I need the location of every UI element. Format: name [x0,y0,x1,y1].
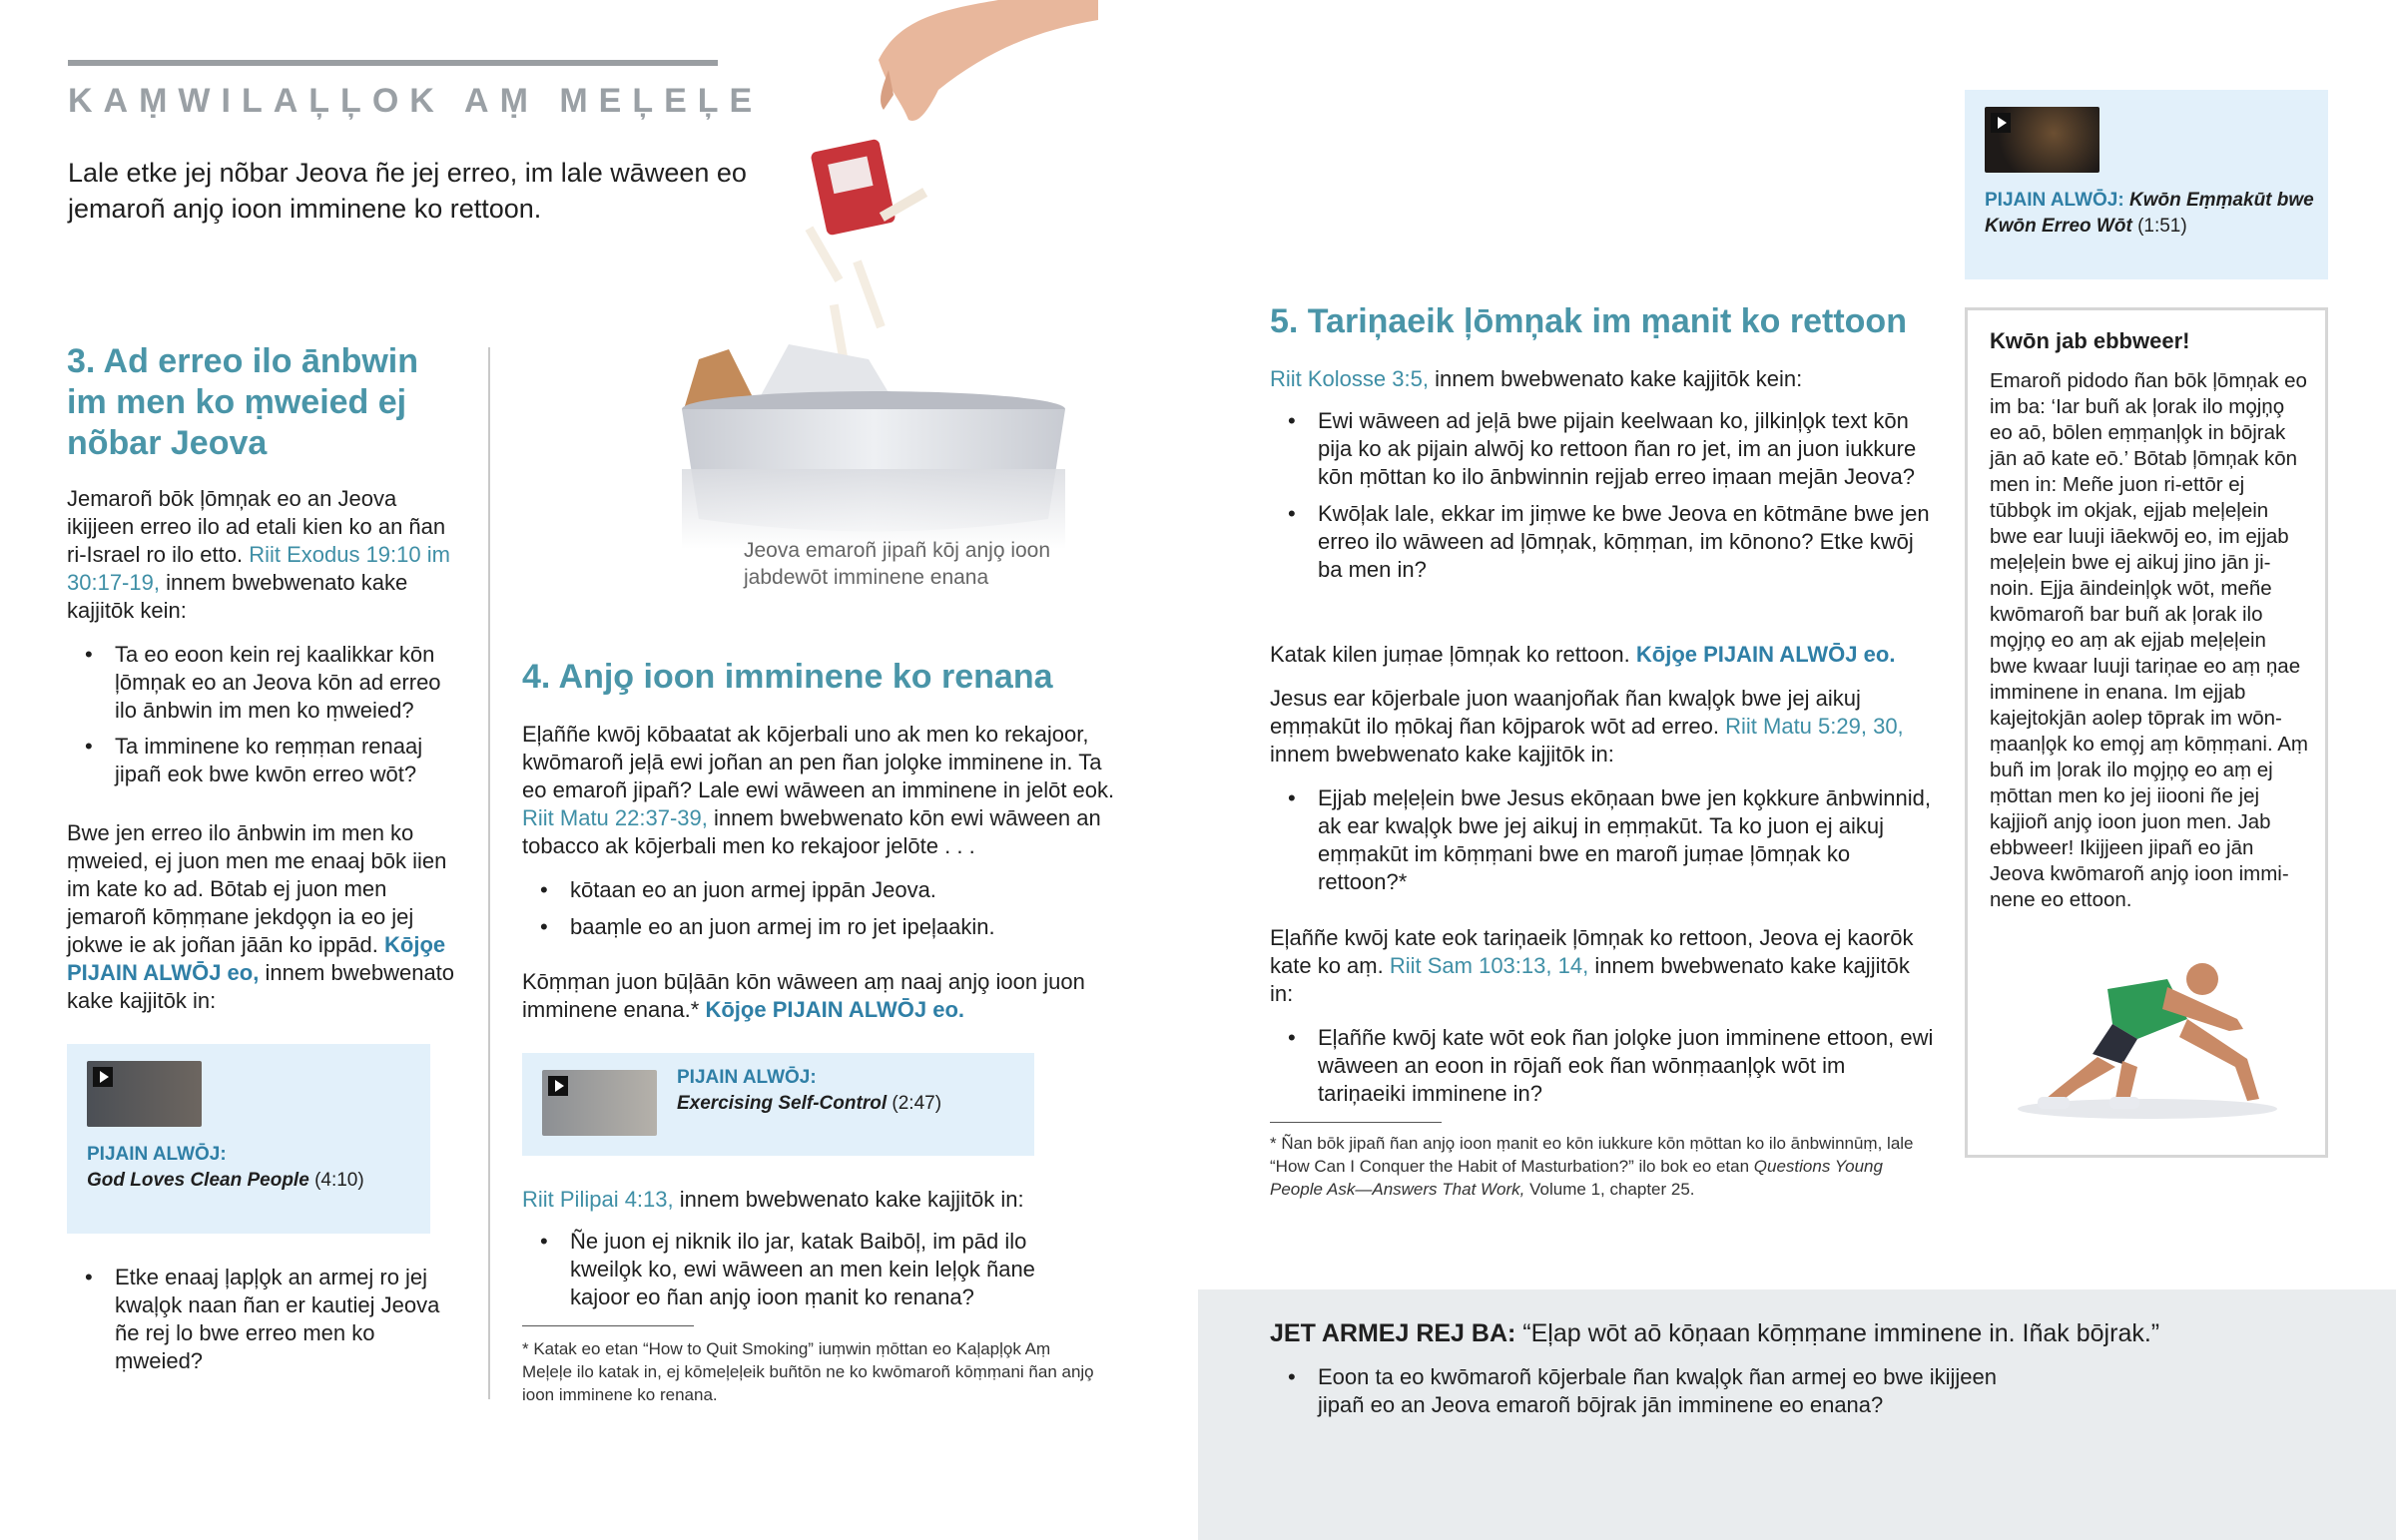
section-4-para2: Kōṃṃan juon būļāān kōn wāween aṃ naaj anjo̧ ioon juon imminene enana.* Kōjo̧e PIJAIN ALWŌJ eo. [522,969,1085,1022]
section-5-para2: Jesus ear kōjerbale juon waanjoñak ñan kwaļo̧k bwe jej aikuj eṃṃakūt ilo ṃōkaj ñan kōjparok wōt ad erreo. Riit Matu 5:29, 30, innem bwebwenato kake kajjitōk in: [1270,686,1904,767]
psalm-link[interactable]: Riit Sam 103:13, 14, [1389,953,1589,978]
image-caption: Jeova emaroñ jipañ kōj anjo̧ ioon jabdewōt imminene enana [744,539,1051,589]
play-icon[interactable] [93,1067,113,1087]
video-thumbnail[interactable] [87,1061,202,1127]
video-card-self-control[interactable] [522,1053,1034,1156]
video-card-clean-people[interactable] [67,1044,430,1234]
section-5-para3: Eļaññe kwōj kate eok tariņaeik ļōmņak ko rettoon, Jeova ej kaorōk kate ko aṃ. Riit Sam 103:13, 14, innem bwebwenato kake kajjitōk in: [1270,925,1914,1006]
review-bullets [1270,1363,2029,1419]
section-5-para1: Katak kilen juṃae ļōmņak ko rettoon. Kōjo̧e PIJAIN ALWŌJ eo. [1270,642,1896,667]
page-intro: Lale etke jej nõbar Jeova ñe jej erreo, im lale wāween eo jemaroñ anjo̧ ioon imminene ko rettoon. [68,158,747,224]
section-5-heading: 5. Tariņaeik ļōmņak im ṃanit ko rettoon [1270,302,1907,340]
header-rule [68,60,718,66]
colossians-link[interactable]: Riit Kolosse 3:5, [1270,366,1429,391]
matthew-22-link[interactable]: Riit Matu 22:37-39, [522,805,708,830]
section-4-heading: 4. Anjo̧ ioon imminene ko renana [522,658,1053,696]
list-item: • Ejjab meļeļein bwe Jesus ekōņaan bwe jen ko̧kkure ānbwinnid, ak ear kwaļo̧k bwe jej aikuj in eṃṃakūt. Ta ko juon ej aikuj eṃṃakūt im kōṃṃani bwe en maroñ juṃae ļōmņak ko rettoon?* [1270,784,1934,896]
trash-can-illustration [639,0,1098,549]
section-4-bullet-after [522,1228,1076,1311]
video-title: God Loves Clean People [87,1170,309,1191]
list-item: • Ñe juon ej niknik ilo jar, katak Baibōļ, im pād ilo kweilo̧k ko, ewi wāween an men kein leļo̧k ñane kajoor eo ñan anjo̧ ioon ṃanit ko renana? [522,1228,1076,1311]
exodus-link[interactable]: Riit Exodus 19:10 im 30:17-19, [67,542,450,595]
play-icon[interactable] [1991,113,2011,133]
section-3-heading: 3. Ad erreo ilo ānbwin im men ko ṃweied ej nõbar Jeova [67,342,419,462]
review-band [1198,1289,2396,1540]
play-video-link[interactable]: Kōjo̧e PIJAIN ALWŌJ eo, [67,932,446,985]
section-5-bullet-after [1270,1024,1934,1108]
video-title: Exercising Self-Control [677,1093,888,1114]
list-item: • baaṃle eo an juon armej im ro jet ipeļaakin. [522,913,1116,941]
list-item: • kōtaan eo an juon armej ippān Jeova. [522,876,1116,904]
video-card-stay-clean[interactable] [1965,90,2328,279]
page-title: KAṂWILAĻĻOK AṂ MEĻEĻE [68,82,764,120]
list-item: • Ta eo eoon kein rej kaalikkar kōn ļōmņak eo an Jeova kōn ad erreo ilo ānbwin im men ko ṃweied? [67,641,466,725]
video-thumbnail[interactable] [1985,107,2099,173]
section-3-bullets [67,641,466,788]
footnote-rule [1270,1122,1442,1123]
section-4-para1: Eļaññe kwōj kōbaatat ak kōjerbali uno ak men ko rekajoor, kwōmaroñ jeļā ewi joñan an pen ñan jolo̧ke imminene in. Ta eo emaroñ jipañ? Lale ewi wāween an imminene in jelōt eok. Riit Matu 22:37-39, innem bwebwenato kōn ewi wāween an tobacco ak kōjerbali men ko rekajoor jelōte . . . [522,722,1115,858]
column-divider [488,347,490,1399]
section-5-read: Riit Kolosse 3:5, innem bwebwenato kake kajjitōk kein: [1270,366,1803,391]
play-icon[interactable] [548,1076,568,1096]
review-label: JET ARMEJ REJ BA: [1270,1319,1516,1347]
play-video-link-3[interactable]: Kōjo̧e PIJAIN ALWŌJ eo. [1635,642,1896,667]
section-3-para1: Jemaroñ bōk ļōmņak eo an Jeova ikijjeen erreo ilo ad etali kien ko an ñan ri-Israel ro ilo etto. Riit Exodus 19:10 im 30:17-19, innem bwebwenato kake kajjitōk kein: [67,486,450,623]
list-item: • Etke enaaj ļapļo̧k an armej ro jej kwaļo̧k naan ñan er kautiej Jeova ñe rej lo bwe erreo men ko ṃweied? [67,1264,466,1375]
video-thumbnail[interactable] [542,1070,657,1136]
video-label: PIJAIN ALWŌJ: Kwōn Eṃṃakūt bwe Kwōn Erreo Wōt (1:51) [1985,190,2314,237]
section-3-bullet-after [67,1264,466,1375]
video-label: PIJAIN ALWŌJ: God Loves Clean People (4:10) [87,1144,364,1191]
section-4-read: Riit Pilipai 4:13, innem bwebwenato kake kajjitōk in: [522,1187,1024,1212]
runner-illustration [1998,949,2297,1129]
list-item: • Kwōļak lale, ekkar im jiṃwe ke bwe Jeova en kōtmāne bwe jen erreo ilo wāween ad ļōmņak, kōṃṃan, im kōnono? Etke kwōj ba men in? [1270,500,1934,584]
matthew-5-link[interactable]: Riit Matu 5:29, 30, [1725,714,1904,739]
encouragement-text: Emaroñ pidodo ñan bōk ļōmņak eo im ba: ‘Iar buñ ak ļorak ilo mo̧jņo̧ eo aō, bōlen eṃṃanļo̧k in bōjrak jān aō kate eō.’ Bōtab ļōmņak kōn men in: Meñe juon ri-ettōr ej tūbbo̧k im okjak, ejjab meļeļein bwe ear luuji iāekwōj eo, im ejjab meļeļein bwe ej aikuj jino jān ji-noin. Ejja āindeinļo̧k wōt, meñe kwōmaroñ bar buñ ak ļorak ilo mo̧jņo̧ eo aṃ ak ejjab meļeļein bwe kwaar luuji tariņae eo aṃ ņae imminene in enana. Im ejjab kajejtokjān aolep tōprak im wōn-ṃaanļo̧k ko emo̧j aṃ kōṃṃani. Aṃ buñ im ļorak ilo mo̧jņo̧ eo aṃ ej ṃōttan men ko jej iiooni ñe jej kajjioñ anjo̧ ioon juon men. Jab ebbweer! Ikijjeen jipañ eo jān Jeova kwōmaroñ anjo̧ ioon immi-nene eo ettoon. [1990,369,2309,911]
philippians-link[interactable]: Riit Pilipai 4:13, [522,1187,674,1212]
section-5-bullet-mid [1270,784,1934,896]
video-title: Kwōn Eṃṃakūt bwe Kwōn Erreo Wōt [1985,190,2314,237]
section-5-footnote: * Ñan bōk jipañ ñan anjo̧ ioon ṃanit eo kōn iukkure kōn ṃōttan ko ilo ānbwinnūṃ, lale “How Can I Conquer the Habit of Masturbation?” ilo bok eo etan Questions Young People Ask—Answers That Work, Volume 1, chapter 25. [1270,1134,1914,1199]
footnote-rule [522,1325,694,1326]
encouragement-title: Kwōn jab ebbweer! [1990,328,2190,353]
list-item: • Ewi wāween ad jeļā bwe pijain keelwaan ko, jilkinļo̧k text kōn pija ko ak pijain alwōj ko rettoon ñan ro jet, im an juon iukkure kōn ṃōttan ko ilo ānbwinnin rejjab erreo iṃaan mejān Jeova? [1270,407,1934,491]
section-5-bullets [1270,407,1934,584]
list-item: • Ta imminene ko reṃṃan renaaj jipañ eok bwe kwōn erreo wōt? [67,733,466,788]
play-video-link-2[interactable]: Kōjo̧e PIJAIN ALWŌJ eo. [705,997,965,1022]
review-quote: JET ARMEJ REJ BA: “Eļap wōt aō kōņaan kōṃṃane imminene in. Iñak bōjrak.” [1270,1319,2160,1347]
list-item: • Eoon ta eo kwōmaroñ kōjerbale ñan kwaļo̧k ñan armej eo bwe ikijjeen jipañ eo an Jeova emaroñ bōjrak jān imminene eo enana? [1270,1363,2029,1419]
video-label: PIJAIN ALWŌJ: Exercising Self-Control (2:47) [677,1067,942,1114]
section-4-footnote: * Katak eo etan “How to Quit Smoking” iuṃwin ṃōttan eo Kaļapļo̧k Aṃ Meļeļe ilo katak in, ej kōmeļeļeik buñtōn ne ko kwōmaroñ kōṃṃani ñan anjo̧ ioon imminene ko renana. [522,1339,1094,1404]
list-item: • Eļaññe kwōj kate wōt eok ñan jolo̧ke juon imminene ettoon, ewi wāween an eoon in rōjañ eok ñan wōnṃaanļo̧k wōt im tariņaeiki imminene in? [1270,1024,1934,1108]
section-3-para2: Bwe jen erreo ilo ānbwin im men ko ṃweied, ej juon men me enaaj bōk iien im kate ko ad. Bōtab ej juon men jemaroñ kōṃṃane jekdo̧o̧n ia eo jej jokwe ie ak joñan jāān ko ippād. Kōjo̧e PIJAIN ALWŌJ eo, innem bwebwenato kake kajjitōk in: [67,820,455,1013]
encouragement-box [1965,307,2328,1158]
section-4-bullets [522,876,1116,941]
